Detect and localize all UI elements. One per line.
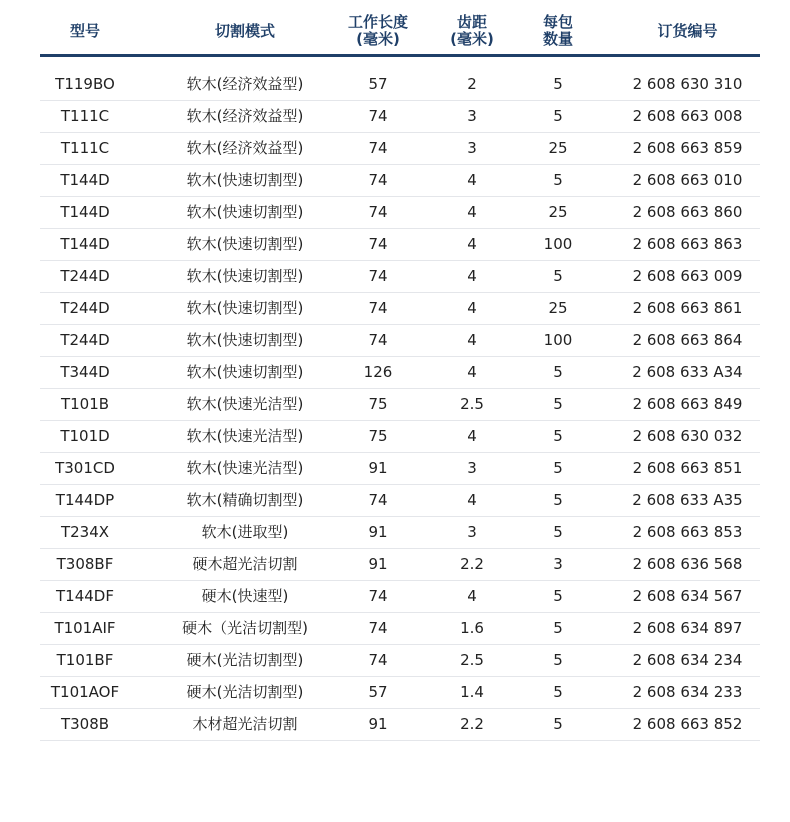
order-no-cell: 2 608 663 861 [632,299,743,317]
cut-mode-cell: 硬木（光洁切割型) [182,619,308,637]
blade-spec-table [40,8,760,741]
cut-mode-cell: 软木(快速切割型) [186,267,304,285]
table-row [40,485,760,517]
model-cell: T101AOF [50,683,120,701]
work-length-cell: 74 [368,619,388,637]
header-order-no [615,8,760,54]
pack-qty-cell: 5 [553,267,563,285]
work-length-cell: 57 [368,75,388,93]
pack-qty-cell: 5 [553,619,563,637]
order-no-cell: 2 608 633 A34 [632,363,743,381]
work-length-cell: 74 [368,235,388,253]
header-work-length [330,8,426,54]
model-cell: T308B [60,715,110,733]
pack-qty-cell: 5 [553,171,563,189]
tooth-pitch-cell: 2.2 [460,555,484,573]
tooth-pitch-cell: 3 [467,107,477,125]
cut-mode-cell: 软木(快速切割型) [186,235,304,253]
table-header [40,8,760,57]
tooth-pitch-cell: 2.5 [460,651,484,669]
table-row [40,453,760,485]
tooth-pitch-cell: 4 [467,267,477,285]
model-cell: T234X [60,523,110,541]
order-no-cell: 2 608 663 010 [632,171,743,189]
order-no-cell: 2 608 634 897 [632,619,743,637]
tooth-pitch-cell: 2.5 [460,395,484,413]
cut-mode-cell: 软木(快速切割型) [186,299,304,317]
work-length-cell: 91 [368,459,388,477]
pack-qty-cell: 5 [553,427,563,445]
table-row [40,581,760,613]
order-no-cell: 2 608 634 567 [632,587,743,605]
header-model-label: 型号 [69,21,100,40]
header-pack-qty-line1: 每包 [542,13,573,31]
model-cell: T308BF [56,555,114,573]
table-row [40,293,760,325]
pack-qty-cell: 5 [553,587,563,605]
table-row [40,389,760,421]
order-no-cell: 2 608 634 234 [632,651,743,669]
cut-mode-cell: 软木(快速切割型) [186,331,304,349]
pack-qty-cell: 25 [548,139,568,157]
work-length-cell: 74 [368,107,388,125]
order-no-cell: 2 608 630 310 [632,75,743,93]
model-cell: T101BF [56,651,114,669]
header-pack-qty [518,8,598,54]
pack-qty-cell: 5 [553,75,563,93]
tooth-pitch-cell: 2 [467,75,477,93]
pack-qty-cell: 5 [553,107,563,125]
work-length-cell: 74 [368,267,388,285]
cut-mode-cell: 硬木(光洁切割型) [186,651,304,669]
work-length-cell: 74 [368,491,388,509]
order-no-cell: 2 608 634 233 [632,683,743,701]
pack-qty-cell: 5 [553,491,563,509]
model-cell: T344D [60,363,110,381]
work-length-cell: 91 [368,523,388,541]
table-row [40,645,760,677]
order-no-cell: 2 608 663 863 [632,235,743,253]
cut-mode-cell: 软木(快速光洁型) [186,459,304,477]
table-row [40,229,760,261]
cut-mode-cell: 软木(经济效益型) [186,75,304,93]
model-cell: T101B [60,395,110,413]
tooth-pitch-cell: 1.4 [460,683,484,701]
pack-qty-cell: 5 [553,651,563,669]
pack-qty-cell: 3 [553,555,563,573]
pack-qty-cell: 5 [553,715,563,733]
model-cell: T111C [60,107,110,125]
tooth-pitch-cell: 4 [467,587,477,605]
table-row [40,261,760,293]
model-cell: T144DF [56,587,114,605]
cut-mode-cell: 硬木(快速型) [201,587,289,605]
table-row [40,709,760,741]
header-cut-mode [160,8,330,54]
header-model [40,8,130,54]
pack-qty-cell: 5 [553,395,563,413]
header-work-length-line1: 工作长度 [347,13,408,31]
model-cell: T244D [60,331,110,349]
cut-mode-cell: 软木(快速切割型) [186,171,304,189]
table-row [40,357,760,389]
pack-qty-cell: 5 [553,683,563,701]
model-cell: T144D [60,203,110,221]
tooth-pitch-cell: 2.2 [460,715,484,733]
order-no-cell: 2 608 663 851 [632,459,743,477]
tooth-pitch-cell: 4 [467,171,477,189]
work-length-cell: 91 [368,555,388,573]
cut-mode-cell: 木材超光洁切割 [192,715,298,733]
work-length-cell: 91 [368,715,388,733]
model-cell: T144D [60,171,110,189]
model-cell: T119BO [55,75,115,93]
cut-mode-cell: 软木(进取型) [201,523,289,541]
tooth-pitch-cell: 4 [467,491,477,509]
model-cell: T301CD [55,459,115,477]
table-row [40,133,760,165]
cut-mode-cell: 软木(经济效益型) [186,107,304,125]
pack-qty-cell: 100 [543,235,573,253]
pack-qty-cell: 5 [553,459,563,477]
pack-qty-cell: 5 [553,363,563,381]
table-row [40,677,760,709]
tooth-pitch-cell: 4 [467,331,477,349]
model-cell: T244D [60,267,110,285]
model-cell: T144DP [55,491,115,509]
work-length-cell: 74 [368,203,388,221]
work-length-cell: 75 [368,427,388,445]
work-length-cell: 74 [368,587,388,605]
order-no-cell: 2 608 636 568 [632,555,743,573]
work-length-cell: 74 [368,171,388,189]
work-length-cell: 74 [368,139,388,157]
tooth-pitch-cell: 4 [467,363,477,381]
table-row [40,549,760,581]
cut-mode-cell: 软木(精确切割型) [186,491,304,509]
tooth-pitch-cell: 3 [467,523,477,541]
order-no-cell: 2 608 663 009 [632,267,743,285]
header-tooth-pitch-line2: (毫米) [450,30,494,48]
tooth-pitch-cell: 4 [467,203,477,221]
header-gap [40,57,760,69]
table-row [40,517,760,549]
order-no-cell: 2 608 663 864 [632,331,743,349]
pack-qty-cell: 100 [543,331,573,349]
cut-mode-cell: 软木(经济效益型) [186,139,304,157]
table-row [40,613,760,645]
header-order-no-label: 订货编号 [657,21,718,40]
table-body [40,69,760,741]
table-row [40,325,760,357]
header-tooth-pitch [426,8,518,54]
order-no-cell: 2 608 663 849 [632,395,743,413]
table-row [40,101,760,133]
work-length-cell: 74 [368,331,388,349]
tooth-pitch-cell: 4 [467,427,477,445]
order-no-cell: 2 608 663 859 [632,139,743,157]
work-length-cell: 75 [368,395,388,413]
cut-mode-cell: 硬木(光洁切割型) [186,683,304,701]
model-cell: T144D [60,235,110,253]
cut-mode-cell: 软木(快速切割型) [186,203,304,221]
model-cell: T101AIF [54,619,116,637]
model-cell: T101D [60,427,110,445]
table-row [40,69,760,101]
cut-mode-cell: 硬木超光洁切割 [192,555,298,573]
work-length-cell: 57 [368,683,388,701]
tooth-pitch-cell: 4 [467,235,477,253]
table-row [40,197,760,229]
order-no-cell: 2 608 630 032 [632,427,743,445]
order-no-cell: 2 608 663 008 [632,107,743,125]
order-no-cell: 2 608 633 A35 [632,491,743,509]
model-cell: T244D [60,299,110,317]
cut-mode-cell: 软木(快速光洁型) [186,395,304,413]
tooth-pitch-cell: 1.6 [460,619,484,637]
model-cell: T111C [60,139,110,157]
table-row [40,421,760,453]
tooth-pitch-cell: 3 [467,139,477,157]
header-tooth-pitch-line1: 齿距 [456,13,487,31]
header-pack-qty-line2: 数量 [542,30,573,48]
pack-qty-cell: 25 [548,203,568,221]
pack-qty-cell: 25 [548,299,568,317]
tooth-pitch-cell: 4 [467,299,477,317]
order-no-cell: 2 608 663 860 [632,203,743,221]
table-row [40,165,760,197]
work-length-cell: 74 [368,651,388,669]
order-no-cell: 2 608 663 852 [632,715,743,733]
header-cut-mode-label: 切割模式 [214,21,275,40]
header-work-length-line2: (毫米) [356,30,400,48]
work-length-cell: 126 [363,363,393,381]
pack-qty-cell: 5 [553,523,563,541]
tooth-pitch-cell: 3 [467,459,477,477]
cut-mode-cell: 软木(快速光洁型) [186,427,304,445]
order-no-cell: 2 608 663 853 [632,523,743,541]
work-length-cell: 74 [368,299,388,317]
cut-mode-cell: 软木(快速切割型) [186,363,304,381]
